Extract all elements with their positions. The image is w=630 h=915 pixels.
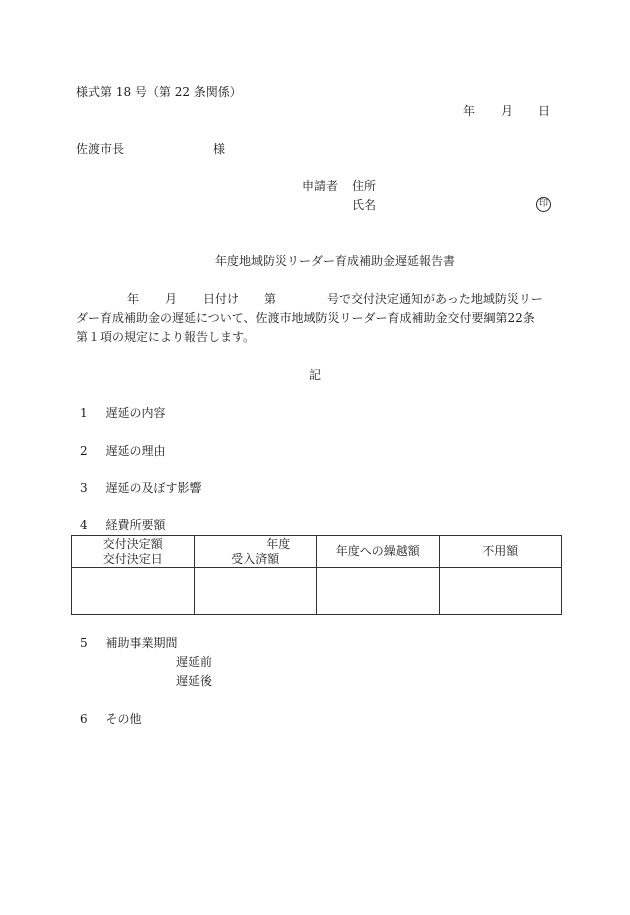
col-received-amount-label: 受入済額 (231, 551, 280, 566)
table-row (72, 568, 562, 615)
notice-month: 月 (165, 292, 178, 306)
document-title: 年度地域防災リーダー育成補助金遅延報告書 (215, 254, 456, 268)
list-item (80, 482, 201, 494)
list-item (80, 519, 165, 531)
form-number-label: 様式第 18 号（第 22 条関係） (76, 85, 242, 99)
notice-line-3: 第１項の規定により報告します。 (76, 330, 256, 344)
table-cell-carryover[interactable] (317, 568, 440, 615)
notice-year: 年 (127, 292, 140, 306)
notice-dated: 日付け (203, 292, 240, 306)
col-unused-label: 不用額 (439, 536, 562, 568)
list-item (80, 637, 177, 649)
date-month-label: 月 (501, 104, 514, 118)
col-grant-date-label: 交付決定日 (102, 551, 163, 566)
date-year-label: 年 (463, 104, 476, 118)
list-item (80, 407, 165, 419)
period-after-label: 遅延後 (176, 674, 213, 688)
item-number: 1 (80, 406, 88, 420)
seal-mark: 印 (536, 197, 551, 212)
table-header-row (72, 536, 562, 568)
item-label: 遅延の理由 (105, 444, 166, 458)
table-cell-grant[interactable] (72, 568, 195, 615)
table-cell-unused[interactable] (439, 568, 562, 615)
applicant-label: 申請者 (302, 179, 339, 193)
applicant-address-label: 住所 (352, 179, 377, 193)
table-cell-received[interactable] (194, 568, 317, 615)
date-day-label: 日 (538, 104, 551, 118)
period-before-label: 遅延前 (176, 655, 213, 669)
item-label: 経費所要額 (105, 518, 166, 532)
addressee-honorific: 様 (213, 142, 226, 156)
item-label: 遅延の内容 (105, 406, 166, 420)
list-item (80, 713, 141, 725)
notice-line-1 (0, 293, 630, 307)
item-number: 2 (80, 444, 88, 458)
item-label: 補助事業期間 (105, 636, 178, 650)
expense-table (71, 535, 562, 615)
item-number: 6 (80, 712, 88, 726)
col-received-year-label: 年度 (266, 536, 291, 551)
col-received (194, 536, 317, 568)
notice-line-1-tail: 号で交付決定通知があった地域防災リー (327, 292, 543, 306)
ki-heading: 記 (309, 368, 322, 382)
notice-number-prefix: 第 (264, 292, 277, 306)
list-item (80, 445, 165, 457)
item-number: 4 (80, 518, 88, 532)
addressee-name: 佐渡市長 (76, 142, 125, 156)
item-label: その他 (105, 712, 142, 726)
col-grant-decision (72, 536, 195, 568)
item-number: 3 (80, 481, 88, 495)
col-grant-amount-label: 交付決定額 (102, 536, 163, 551)
date-line (0, 105, 630, 119)
item-number: 5 (80, 636, 88, 650)
notice-line-2: ダー育成補助金の遅延について、佐渡市地域防災リーダー育成補助金交付要綱第22条 (76, 311, 535, 325)
item-label: 遅延の及ぼす影響 (105, 481, 202, 495)
col-carryover-label: 年度への繰越額 (317, 536, 440, 568)
applicant-name-label: 氏名 (352, 198, 377, 212)
